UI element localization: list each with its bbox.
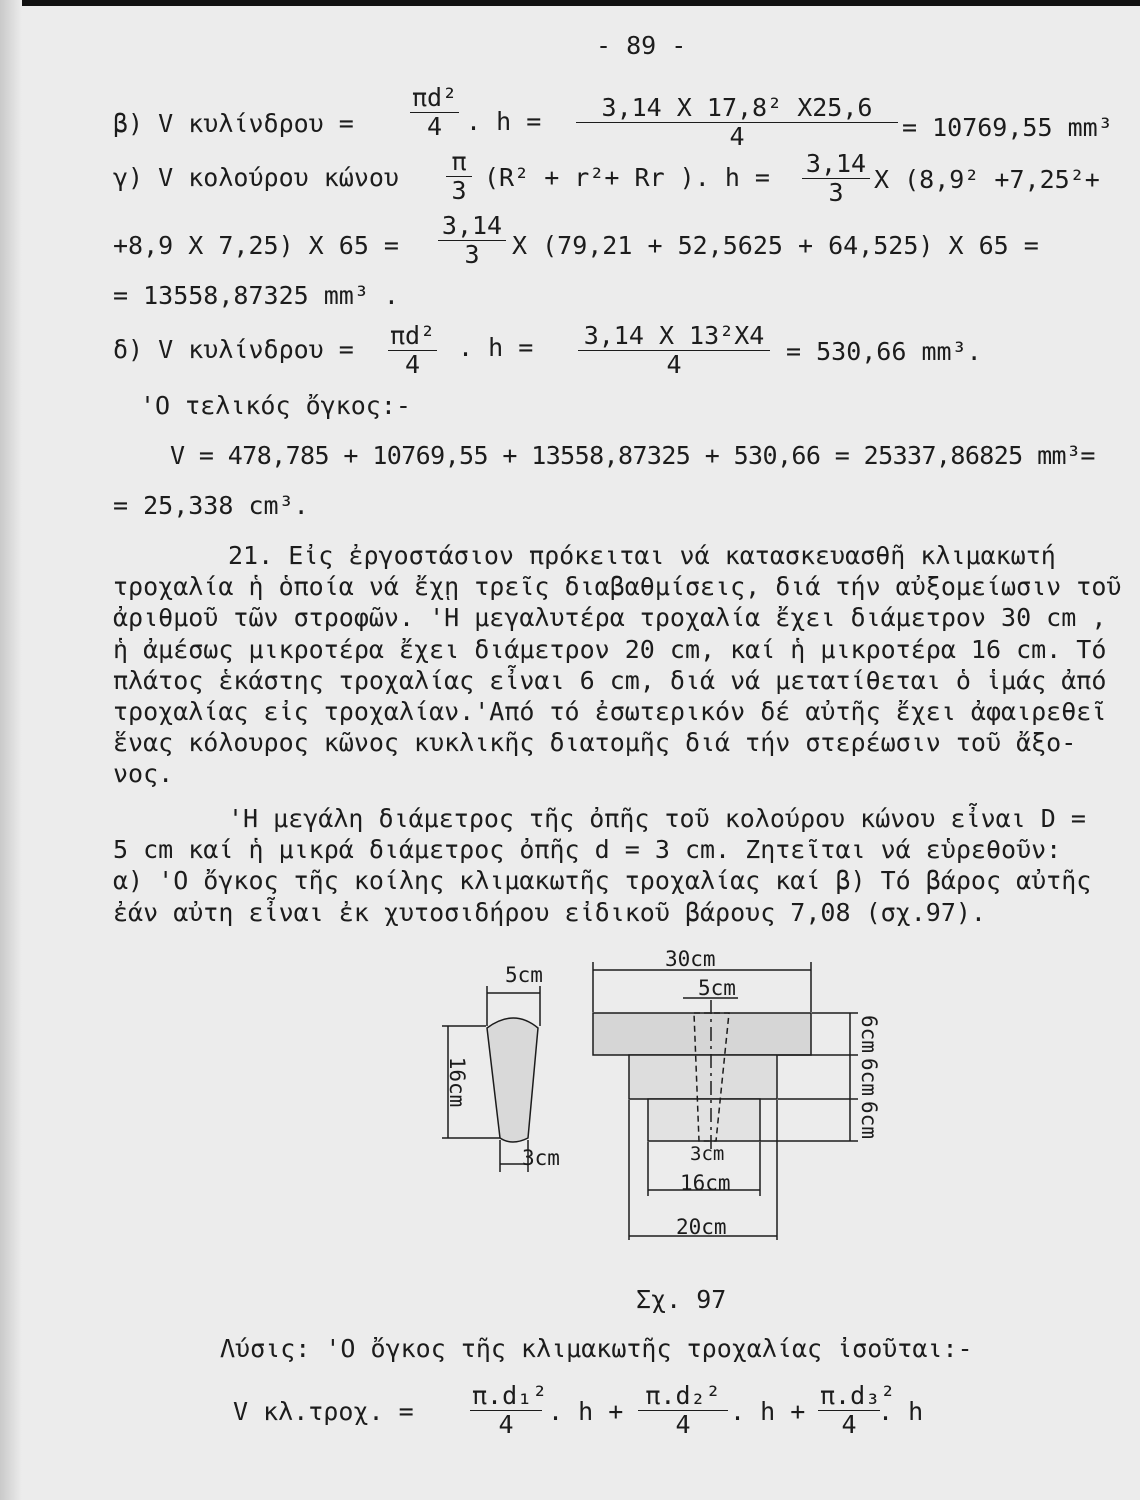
solution-lhs: V κλ.τροχ. = <box>233 1397 414 1426</box>
dia-mid-label: 20cm <box>676 1215 727 1239</box>
fraction-numerator: π.d₁² <box>472 1381 548 1410</box>
delta-label: δ) V κυλίνδρου = <box>113 335 354 364</box>
solution-fraction-1 <box>470 1381 548 1439</box>
beta-result: = 10769,55 mm³ <box>902 113 1113 142</box>
paragraph-line: νος. <box>113 759 174 789</box>
fraction-numerator: πd² <box>412 83 458 112</box>
cone-shape <box>487 1018 538 1142</box>
height-label-3: 6cm <box>857 1101 881 1139</box>
fraction-numerator: π <box>446 148 472 177</box>
fraction-numerator: 3,14 <box>802 150 870 179</box>
top-width-label: 30cm <box>665 947 716 971</box>
cone-bottom-label: 3cm <box>522 1146 560 1170</box>
hole-bottom-label: 3cm <box>690 1143 725 1165</box>
pulley-step-30cm <box>593 1013 811 1055</box>
fraction-denominator: 4 <box>666 350 682 379</box>
fraction-numerator: 3,14 <box>438 212 506 241</box>
fraction-denominator: 4 <box>498 1410 514 1439</box>
total-line1: V = 478,785 + 10769,55 + 13558,87325 + 530,66 = 25337,86825 mm³= <box>170 441 1095 470</box>
paragraph-line: ἕνας κόλουρος κῶνος κυκλικῆς διατομῆς διά τήν στερέωσιν τοῦ ἄξο- <box>113 728 1077 758</box>
gamma-label: γ) V κολούρου κώνου <box>113 163 399 192</box>
cone-height-label: 16cm <box>445 1056 469 1108</box>
delta-dot-h: . h = <box>458 333 534 362</box>
paragraph-line: α) 'Ο ὄγκος τῆς κοίλης κλιμακωτῆς τροχαλίας καί β) Τό βάρος αὐτῆς <box>113 866 1092 896</box>
fraction-numerator: 3,14 X 17,8² X25,6 <box>576 94 898 123</box>
fraction-denominator: 3 <box>464 240 480 269</box>
fraction-numerator: π.d₃² <box>820 1381 896 1410</box>
paragraph-line: πλάτος ἑκάστης τροχαλίας εἶναι 6 cm, διά νά μετατίθεται ὁ ἱμάς ἀπό <box>113 665 1107 695</box>
gamma-expression: (R² + r²+ Rr ). h = <box>484 163 770 192</box>
beta-label: β) V κυλίνδρου = <box>113 109 354 138</box>
height-label-1: 6cm <box>857 1015 881 1053</box>
fraction-denominator: 4 <box>675 1410 691 1439</box>
gamma-line2-start: +8,9 X 7,25) X 65 = <box>113 231 399 260</box>
fraction-denominator: 4 <box>729 122 745 151</box>
solution-h2: . h + <box>730 1397 806 1426</box>
paragraph-line: ἐάν αὐτη εἶναι ἐκ χυτοσιδήρου εἰδικοῦ βάρους 7,08 (σχ.97). <box>113 897 986 927</box>
paragraph-line: τροχαλίας εἰς τροχαλίαν.'Από τό ἐσωτερικόν δέ αὐτῆς ἔχει ἀφαιρεθεῖ <box>113 697 1107 727</box>
gamma-line3: = 13558,87325 mm³ . <box>113 281 399 310</box>
fraction-denominator: 3 <box>828 178 844 207</box>
total-heading: 'Ο τελικός ὄγκος:- <box>140 391 411 420</box>
pulley-step-16cm <box>648 1099 760 1141</box>
height-label-2: 6cm <box>857 1058 881 1096</box>
gamma-tail: X (8,9² +7,25²+ <box>874 165 1100 194</box>
fraction-numerator: 3,14 X 13²X4 <box>578 322 770 351</box>
solution-heading: Λύσις: 'Ο ὄγκος τῆς κλιμακωτῆς τροχαλίας ἰσοῦται:- <box>220 1334 973 1363</box>
paragraph-line: 5 cm καί ἡ μικρά διάμετρος ὀπῆς d = 3 cm. Ζητεῖται νά εὑρεθοῦν: <box>113 835 1062 865</box>
pulley-step-20cm <box>629 1055 777 1099</box>
fraction-denominator: 3 <box>451 176 467 205</box>
cone-top-label: 5cm <box>505 963 543 987</box>
fraction-denominator: 4 <box>405 350 421 379</box>
solution-h1: . h + <box>548 1397 624 1426</box>
dia-small-label: 16cm <box>680 1171 731 1195</box>
delta-result: = 530,66 mm³. <box>786 337 982 366</box>
paragraph-line: ἀριθμοῦ τῶν στροφῶν. 'Η μεγαλυτέρα τροχαλία ἔχει διάμετρον 30 cm , <box>113 603 1107 633</box>
gamma-line2-tail: X (79,21 + 52,5625 + 64,525) X 65 = <box>512 231 1039 260</box>
paragraph-line: 21. Εἰς ἐργοστάσιον πρόκειται νά κατασκευασθῆ κλιμακωτή <box>228 541 1056 570</box>
solution-fraction-2 <box>638 1382 728 1439</box>
page-number: - 89 - <box>596 31 687 60</box>
fraction-numerator: πd² <box>390 321 436 350</box>
fraction-denominator: 4 <box>841 1410 857 1439</box>
paragraph-line: ἡ ἀμέσως μικροτέρα ἔχει διάμετρον 20 cm, καί ἡ μικροτέρα 16 cm. Τό <box>113 634 1107 664</box>
solution-h3: . h <box>878 1397 924 1426</box>
paragraph-line: 'Η μεγάλη διάμετρος τῆς ὀπῆς τοῦ κολούρου κώνου εἶναι D = <box>228 804 1086 833</box>
hole-width-label: 5cm <box>698 976 736 1000</box>
total-line2: = 25,338 cm³. <box>113 491 309 520</box>
fraction-numerator: π.d₂² <box>638 1382 728 1411</box>
paragraph-line: τροχαλία ἡ ὁποία νά ἔχῃ τρεῖς διαβαθμίσεις, διά τήν αὐξομείωσιν τοῦ <box>113 572 1122 602</box>
solution-fraction-3 <box>818 1381 896 1439</box>
figure-caption: Σχ. 97 <box>636 1285 727 1314</box>
fraction-denominator: 4 <box>427 112 443 141</box>
beta-dot-h: . h = <box>466 107 542 136</box>
